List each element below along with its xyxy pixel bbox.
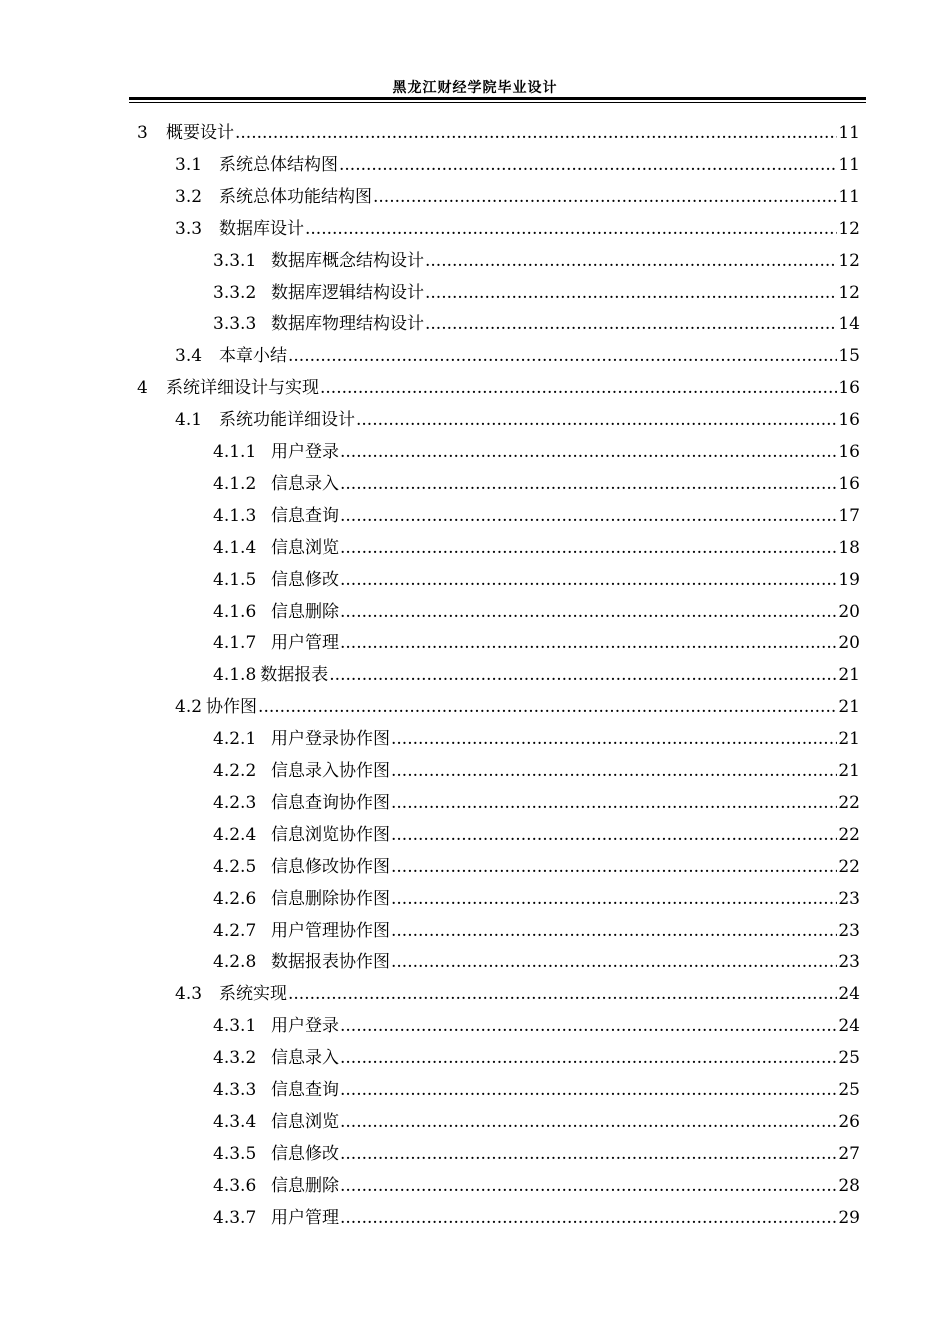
toc-entry-title: 本章小结: [219, 346, 287, 367]
toc-entry-title: 信息查询: [271, 505, 339, 526]
toc-leader-dots: [305, 218, 837, 240]
toc-entry-number: 3.3.1: [213, 250, 257, 271]
toc-entry-page: 26: [838, 1111, 860, 1132]
toc-entry-page: 11: [838, 123, 860, 143]
toc-entry-number: 4: [137, 378, 148, 399]
toc-entry-number: 3.2: [175, 186, 203, 207]
toc-entry-title: 系统功能详细设计: [219, 410, 355, 431]
toc-entry-page: 21: [838, 665, 860, 686]
toc-entry-page: 12: [838, 282, 860, 303]
toc-entry-page: 19: [838, 569, 860, 590]
toc-entry[interactable]: [213, 850, 860, 878]
toc-entry[interactable]: [213, 945, 860, 973]
toc-entry-page: 24: [838, 1016, 860, 1037]
toc-entry-number: 4.1.1: [213, 442, 257, 462]
toc-entry-title: 信息查询协作图: [271, 792, 390, 813]
toc-entry-number: 3.3.3: [213, 314, 257, 335]
toc-entry-page: 27: [838, 1143, 860, 1164]
toc-entry[interactable]: [213, 754, 860, 782]
toc-entry[interactable]: [213, 307, 860, 335]
toc-entry-number: 4.3.6: [213, 1175, 257, 1196]
toc-leader-dots: [391, 728, 837, 750]
toc-entry-page: 29: [838, 1207, 860, 1228]
toc-entry-page: 21: [838, 761, 860, 781]
toc-entry-page: 16: [838, 473, 860, 494]
toc-entry-page: 15: [838, 346, 860, 367]
toc-entry-title: 数据库概念结构设计: [271, 250, 424, 271]
toc-leader-dots: [288, 983, 837, 1005]
toc-entry[interactable]: [213, 1169, 860, 1197]
toc-entry-number: 4.3: [175, 984, 203, 1005]
toc-entry[interactable]: [175, 690, 860, 718]
toc-entry[interactable]: [175, 180, 860, 208]
toc-entry-number: 4.2.6: [213, 888, 257, 909]
toc-leader-dots: [340, 1111, 837, 1133]
toc-entry-page: 21: [838, 697, 860, 718]
toc-entry-page: 22: [838, 856, 860, 877]
toc-entry-number: 3: [137, 123, 148, 143]
toc-leader-dots: [391, 824, 837, 846]
toc-leader-dots: [425, 282, 837, 304]
toc-entry-number: 4.3.1: [213, 1016, 257, 1037]
toc-entry-title: 用户管理协作图: [271, 920, 390, 941]
toc-leader-dots: [391, 920, 837, 942]
toc-entry-title: 信息修改: [271, 1143, 339, 1164]
toc-entry-title: 系统总体功能结构图: [219, 186, 372, 207]
toc-entry-number: 4.1: [175, 410, 203, 431]
toc-entry[interactable]: [213, 1201, 860, 1229]
toc-entry-page: 28: [838, 1175, 860, 1196]
toc-entry-title: 信息删除协作图: [271, 888, 390, 909]
toc-leader-dots: [339, 154, 837, 176]
toc-entry-title: 概要设计: [166, 123, 234, 143]
toc-leader-dots: [340, 537, 837, 559]
toc-entry[interactable]: [213, 531, 860, 559]
toc-entry[interactable]: [213, 499, 860, 527]
toc-entry-page: 11: [838, 154, 860, 175]
toc-entry-title: 用户管理: [271, 1207, 339, 1228]
toc-entry-title: 系统总体结构图: [219, 154, 338, 175]
toc-leader-dots: [391, 951, 837, 973]
toc-entry-page: 20: [838, 633, 860, 654]
toc-entry-page: 23: [838, 888, 860, 909]
toc-entry-title: 系统实现: [219, 984, 287, 1005]
toc-leader-dots: [340, 1143, 837, 1165]
toc-entry[interactable]: [137, 371, 860, 399]
toc-leader-dots: [373, 186, 837, 208]
toc-entry-number: 4.1.4: [213, 537, 257, 558]
toc-entry-page: 12: [838, 218, 860, 239]
toc-entry-number: 3.3: [175, 218, 203, 239]
toc-entry[interactable]: [175, 212, 860, 240]
toc-entry[interactable]: [137, 116, 860, 144]
page-header-title: 黑龙江财经学院毕业设计: [392, 80, 558, 96]
toc-leader-dots: [340, 1015, 837, 1037]
toc-entry[interactable]: [213, 786, 860, 814]
toc-entry-number: 4.2.4: [213, 824, 257, 845]
toc-entry-page: 14: [838, 314, 860, 335]
toc-entry-page: 22: [838, 792, 860, 813]
toc-entry[interactable]: [213, 595, 860, 623]
toc-entry[interactable]: [213, 244, 860, 272]
toc-entry-page: 11: [838, 186, 860, 207]
toc-leader-dots: [235, 122, 837, 144]
toc-entry[interactable]: [175, 339, 860, 367]
toc-leader-dots: [391, 888, 837, 910]
toc-leader-dots: [425, 250, 837, 272]
toc-entry-page: 20: [838, 601, 860, 622]
toc-entry-page: 23: [838, 920, 860, 941]
toc-entry-title: 信息修改协作图: [271, 856, 390, 877]
toc-leader-dots: [340, 601, 837, 623]
toc-entry-number: 4.1.3: [213, 505, 257, 526]
toc-entry-title: 信息修改: [271, 569, 339, 590]
toc-entry[interactable]: [175, 148, 860, 176]
toc-leader-dots: [425, 313, 837, 335]
toc-entry-title: 信息浏览协作图: [271, 824, 390, 845]
toc-entry-title: 数据库逻辑结构设计: [271, 282, 424, 303]
toc-entry-title: 数据库设计: [219, 218, 304, 239]
toc-entry-number: 4.2.5: [213, 856, 257, 877]
toc-entry-page: 16: [838, 442, 860, 462]
toc-entry-number: 4.1.6: [213, 601, 257, 622]
toc-entry[interactable]: [213, 1041, 860, 1069]
toc-entry-title: 用户登录: [271, 442, 339, 462]
toc-entry[interactable]: [213, 435, 860, 463]
toc-entry[interactable]: [213, 626, 860, 654]
toc-leader-dots: [391, 792, 837, 814]
toc-leader-dots: [329, 664, 837, 686]
toc-entry-number: 4.2.3: [213, 792, 257, 813]
toc-entry-number: 3.3.2: [213, 282, 257, 303]
toc-entry[interactable]: [213, 722, 860, 750]
toc-leader-dots: [340, 473, 837, 495]
toc-entry[interactable]: [175, 403, 860, 431]
toc-entry-title: 数据报表: [260, 665, 329, 686]
toc-entry-title: 用户管理: [271, 633, 339, 654]
toc-leader-dots: [340, 569, 837, 591]
toc-entry-number: 4.2: [175, 697, 203, 718]
toc-entry-number: 4.3.5: [213, 1143, 257, 1164]
toc-leader-dots: [340, 632, 837, 654]
toc-entry-title: 协作图: [206, 697, 258, 718]
toc-entry-number: 4.1.2: [213, 473, 257, 494]
toc-entry[interactable]: [213, 563, 860, 591]
toc-entry-page: 16: [838, 378, 860, 399]
toc-entry-title: 信息删除: [271, 601, 339, 622]
toc-entry-title: 系统详细设计与实现: [166, 378, 319, 399]
toc-leader-dots: [258, 696, 837, 718]
toc-entry[interactable]: [213, 276, 860, 304]
toc-entry-title: 信息浏览: [271, 1111, 339, 1132]
toc-entry-title: 信息录入: [271, 1048, 339, 1069]
toc-entry-number: 4.2.1: [213, 729, 257, 750]
toc-entry-page: 21: [838, 729, 860, 750]
toc-entry-title: 信息录入协作图: [271, 761, 390, 781]
toc-leader-dots: [340, 1175, 837, 1197]
toc-entry-page: 18: [838, 537, 860, 558]
toc-leader-dots: [391, 856, 837, 878]
toc-leader-dots: [340, 505, 837, 527]
toc-leader-dots: [288, 345, 837, 367]
toc-entry-number: 4.1.7: [213, 633, 257, 654]
toc-entry-page: 22: [838, 824, 860, 845]
toc-entry-number: 4.1.8: [213, 665, 257, 686]
toc-entry-title: 信息删除: [271, 1175, 339, 1196]
toc-entry-number: 3.4: [175, 346, 203, 367]
toc-entry-page: 23: [838, 952, 860, 973]
toc-entry-title: 用户登录协作图: [271, 729, 390, 750]
toc-entry-title: 信息录入: [271, 473, 339, 494]
toc-entry-number: 4.3.3: [213, 1080, 257, 1100]
toc-entry-number: 4.2.8: [213, 952, 257, 973]
toc-leader-dots: [340, 1047, 837, 1069]
toc-entry[interactable]: [175, 977, 860, 1005]
header-rule-thick: [129, 97, 866, 100]
toc-entry-page: 12: [838, 250, 860, 271]
toc-leader-dots: [391, 760, 837, 782]
toc-entry-number: 4.3.7: [213, 1207, 257, 1228]
toc-entry[interactable]: [213, 1009, 860, 1037]
toc-entry-number: 4.2.7: [213, 920, 257, 941]
toc-entry-page: 25: [838, 1080, 860, 1100]
toc-entry-number: 4.2.2: [213, 761, 257, 781]
toc-entry-title: 信息浏览: [271, 537, 339, 558]
header-rule-thin: [129, 102, 866, 103]
toc-entry-number: 4.3.4: [213, 1111, 257, 1132]
toc-leader-dots: [340, 1207, 837, 1229]
toc-entry[interactable]: [213, 1105, 860, 1133]
toc-leader-dots: [356, 409, 837, 431]
toc-entry[interactable]: [213, 467, 860, 495]
toc-entry[interactable]: [213, 914, 860, 942]
toc-entry[interactable]: [213, 882, 860, 910]
toc-entry[interactable]: [213, 818, 860, 846]
toc-entry-page: 24: [838, 984, 860, 1005]
toc-leader-dots: [340, 441, 837, 463]
toc-entry[interactable]: [213, 1073, 860, 1101]
toc-entry-page: 16: [838, 410, 860, 431]
toc-entry-page: 25: [838, 1048, 860, 1069]
toc-entry-title: 信息查询: [271, 1080, 339, 1100]
toc-entry-number: 3.1: [175, 154, 203, 175]
toc-entry-title: 数据报表协作图: [271, 952, 390, 973]
toc-entry-number: 4.3.2: [213, 1048, 257, 1069]
toc-leader-dots: [340, 1079, 837, 1101]
toc-entry[interactable]: [213, 658, 860, 686]
toc-entry-title: 用户登录: [271, 1016, 339, 1037]
toc-entry-number: 4.1.5: [213, 569, 257, 590]
toc-entry-page: 17: [838, 505, 860, 526]
toc-entry[interactable]: [213, 1137, 860, 1165]
toc-entry-title: 数据库物理结构设计: [271, 314, 424, 335]
toc-leader-dots: [320, 377, 837, 399]
